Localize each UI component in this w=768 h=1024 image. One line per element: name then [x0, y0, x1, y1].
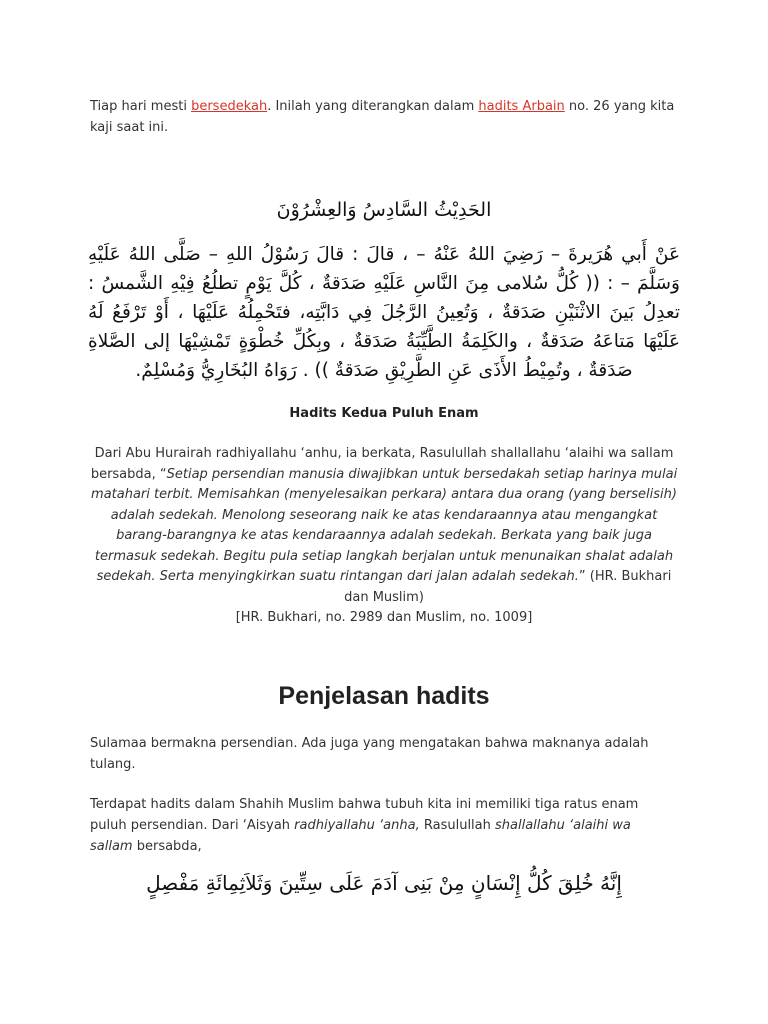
section-paragraph-1: Sulamaa bermakna persendian. Ada juga yang mengatakan bahwa maknanya adalah tulang. [90, 736, 649, 772]
translation-tail: ” (HR. Bukhari dan Muslim) [344, 569, 672, 605]
translation-reference: [HR. Bukhari, no. 2989 dan Muslim, no. 1009] [235, 610, 533, 625]
para2-italic-2: shallallahu ‘alaihi wa sallam [90, 818, 631, 854]
link-bersedekah[interactable]: bersedekah [191, 99, 268, 114]
section-title: Penjelasan hadits [278, 682, 490, 710]
para2-italic-1: radhiyallahu ‘anha, [294, 818, 420, 833]
arabic-hadith-title: الحَدِيْثُ السَّادِسُ وَالعِشْرُوْنَ [276, 199, 492, 221]
intro-paragraph [90, 96, 675, 138]
translation-heading: Hadits Kedua Puluh Enam [289, 406, 479, 421]
intro-text-start: Tiap hari mesti [90, 99, 192, 114]
para2-text-3: bersabda, [132, 839, 202, 854]
arabic-hadith-text: عَنْ أَبي هُرَيرةَ – رَضِيَ اللهُ عَنْهُ – ، قالَ : قالَ رَسُوْلُ اللهِ – صَلَّى اللهُ عَلَيْهِ وَسَلَّمَ – : (( كُلُّ سُلامى مِنَ النَّاسِ عَلَيْهِ صَدَقةٌ ، كُلَّ يَوْمٍ تطلُعُ فِيْهِ الشَّمسُ : تعدِلُ بَينَ الاثْنَيْنِ صَدَقةٌ ، وَتُعِينُ الرَّجُلَ فِي دَابَّتِه، فتَحْمِلُهُ عَلَيْهَا ، أَوْ تَرْفَعُ لَهُ عَلَيْهَا مَتاعَهُ صَدَقةٌ ، والكَلِمَةُ الطَّيِّبَةُ صَدَقةٌ ، وبِكُلِّ خُطْوَةٍ تَمْشِيْهَا إلى الصَّلاةِ صَدَقةٌ ، وتُمِيْطُ الأَذَى عَنِ الطَّرِيْقِ صَدَقةٌ )) . رَوَاهُ البُخَارِيُّ وَمُسْلِمٌ. [88, 244, 680, 381]
intro-text-end: no. 26 yang kita kaji saat ini. [90, 99, 675, 135]
arabic-quote: إِنَّهُ خُلِقَ كُلُّ إِنْسَانٍ مِنْ بَنِى آدَمَ عَلَى سِتِّينَ وَثَلاَثِمِائَةِ مَفْصِلٍ [146, 871, 622, 895]
link-hadits-arbain[interactable]: hadits Arbain [478, 99, 565, 114]
para2-text-1: Terdapat hadits dalam Shahih Muslim bahwa tubuh kita ini memiliki tiga ratus enam puluh persendian. Dari ‘Aisyah [90, 797, 639, 833]
translation-paragraph [90, 444, 678, 629]
intro-text-middle: . Inilah yang diterangkan dalam [267, 99, 479, 114]
para2-text-2: Rasulullah [419, 818, 496, 833]
translation-lead: Dari Abu Hurairah radhiyallahu ‘anhu, ia berkata, Rasulullah shallallahu ‘alaihi wa sallam bersabda, “ [90, 446, 674, 482]
translation-quote: Setiap persendian manusia diwajibkan untuk bersedakah setiap harinya mulai matahari terbit. Memisahkan (menyelesaikan perkara) antara dua orang (yang berselisih) adalah sedekah. Menolong seseorang naik ke atas kendaraannya atau mengangkat barang-barangnya ke atas kendaraannya adalah sedekah. Berkata yang baik juga termasuk sedekah. Begitu pula setiap langkah berjalan untuk menunaikan shalat adalah sedekah. Serta menyingkirkan suatu rintangan dari jalan adalah sedekah. [91, 466, 678, 584]
section-paragraph-2 [90, 794, 675, 857]
